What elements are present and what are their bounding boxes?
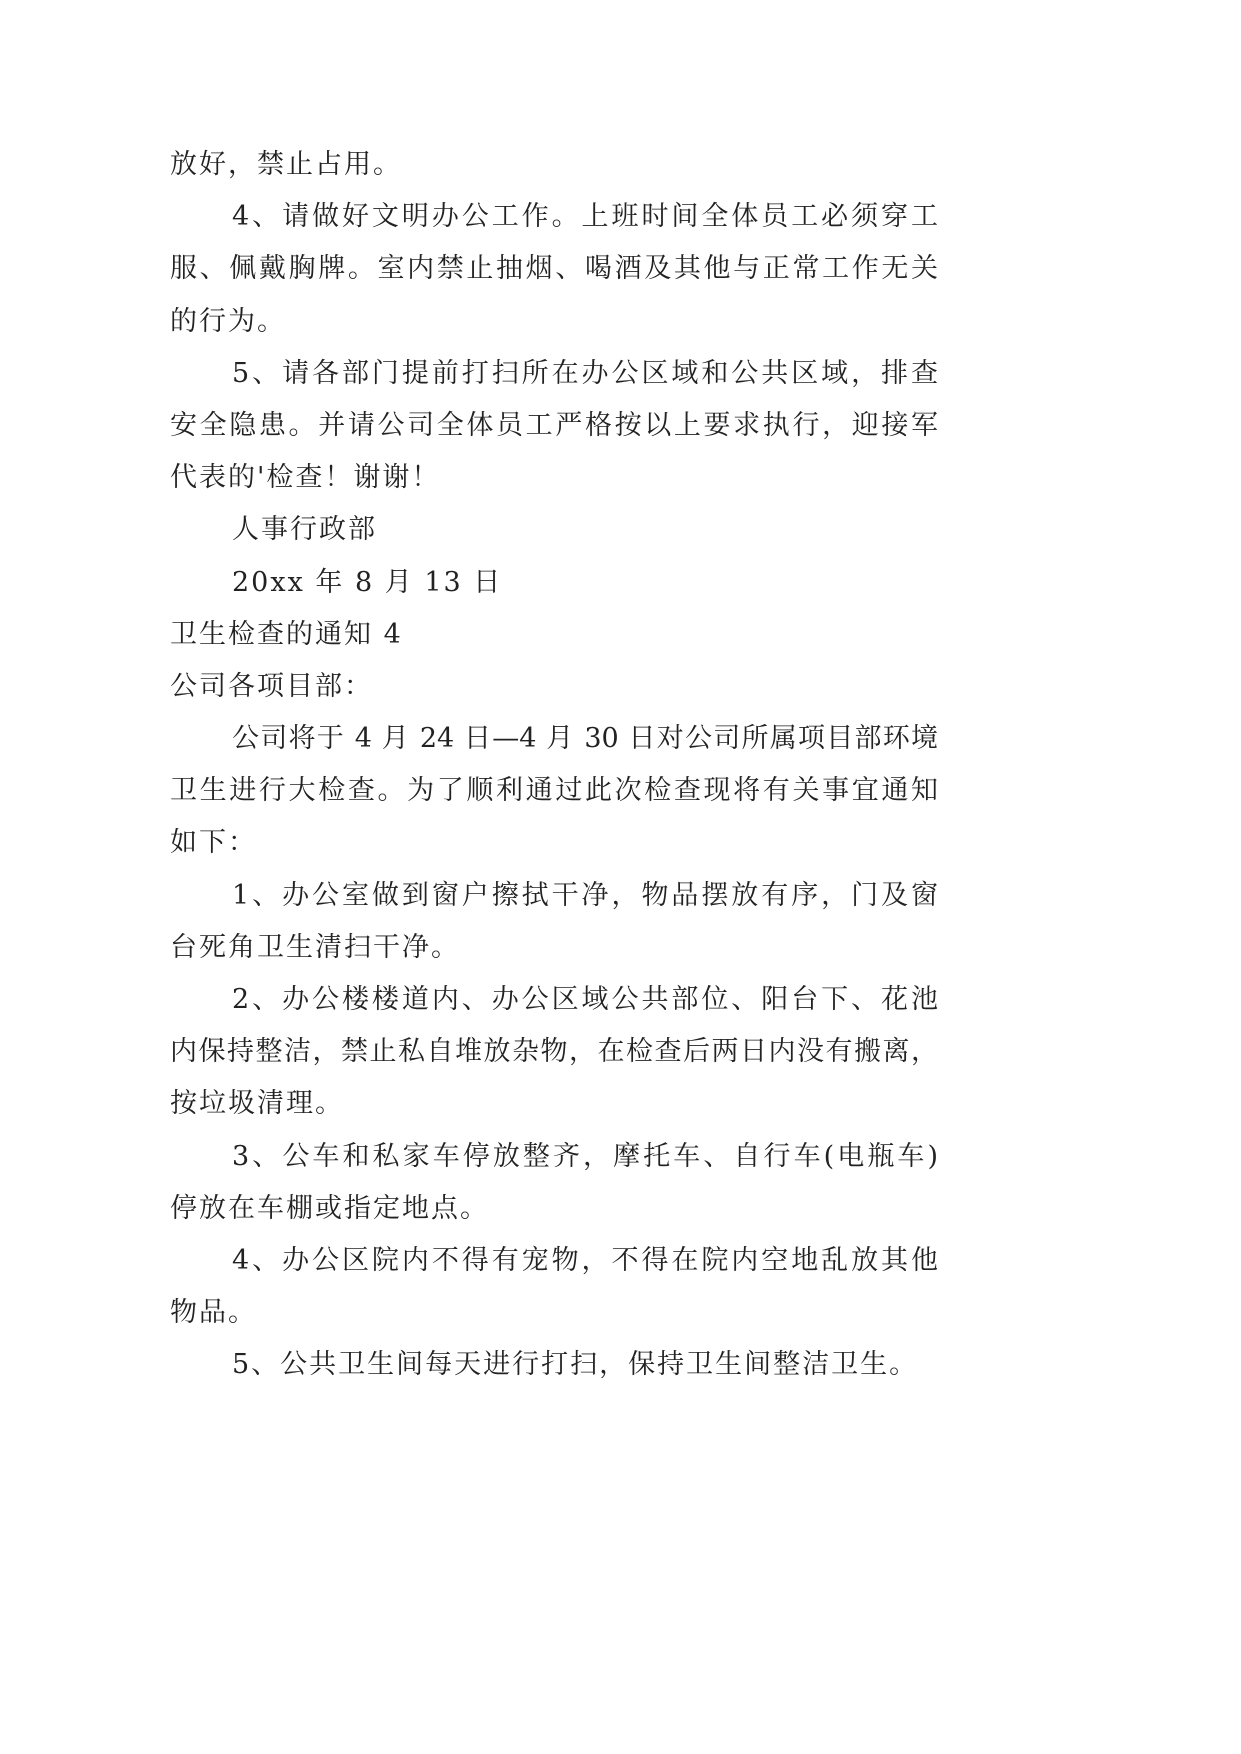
continuation-line: 放好，禁止占用。 (170, 149, 402, 180)
notice-title: 卫生检查的通知 4 (170, 618, 403, 650)
paragraph-line: 1、办公室做到窗户擦拭干净，物品摆放有序，门及窗 (232, 879, 938, 911)
paragraph-line: 如下： (170, 827, 257, 859)
list-item (170, 191, 938, 348)
paragraph-line: 的行为。 (170, 305, 286, 337)
list-item (170, 1339, 938, 1391)
paragraph-line: 代表的'检查！谢谢！ (170, 462, 441, 494)
list-item (170, 870, 938, 974)
notice (170, 609, 938, 1392)
paragraph-line: 卫生进行大检查。为了顺利通过此次检查现将有关事宜通知 (170, 775, 938, 807)
paragraph-line: 物品。 (170, 1297, 257, 1329)
list-item (170, 1131, 938, 1235)
paragraph-line: 服、佩戴胸牌。室内禁止抽烟、喝酒及其他与正常工作无关 (170, 253, 938, 285)
paragraph-line: 3、公车和私家车停放整齐，摩托车、自行车(电瓶车) (232, 1140, 938, 1172)
paragraph-line: 公司将于 4 月 24 日—4 月 30 日对公司所属项目部环境 (232, 723, 938, 755)
paragraph-line: 2、办公楼楼道内、办公区域公共部位、阳台下、花池 (232, 984, 938, 1015)
paragraph-line: 内保持整洁，禁止私自堆放杂物，在检查后两日内没有搬离， (170, 1036, 938, 1068)
document-body (170, 139, 938, 1392)
signature-date: 20xx 年 8 月 13 日 (232, 566, 503, 598)
paragraph-line: 安全隐患。并请公司全体员工严格按以上要求执行，迎接军 (170, 409, 938, 441)
intro-paragraph (170, 713, 938, 870)
paragraph-line: 4、办公区院内不得有宠物，不得在院内空地乱放其他 (232, 1244, 938, 1276)
paragraph-line: 5、请各部门提前打扫所在办公区域和公共区域，排查 (232, 357, 938, 389)
salutation: 公司各项目部： (170, 670, 373, 702)
paragraph-line: 4、请做好文明办公工作。上班时间全体员工必须穿工 (232, 201, 938, 233)
paragraph-line: 5、公共卫生间每天进行打扫，保持卫生间整洁卫生。 (232, 1349, 919, 1381)
list-item (170, 974, 938, 1131)
list-item (170, 348, 938, 505)
paragraph-line: 台死角卫生清扫干净。 (170, 931, 460, 963)
paragraph-line: 按垃圾清理。 (170, 1088, 344, 1120)
previous-notice (170, 139, 938, 609)
paragraph-line: 停放在车棚或指定地点。 (170, 1192, 489, 1224)
signature-department: 人事行政部 (232, 514, 377, 546)
list-item (170, 1235, 938, 1339)
